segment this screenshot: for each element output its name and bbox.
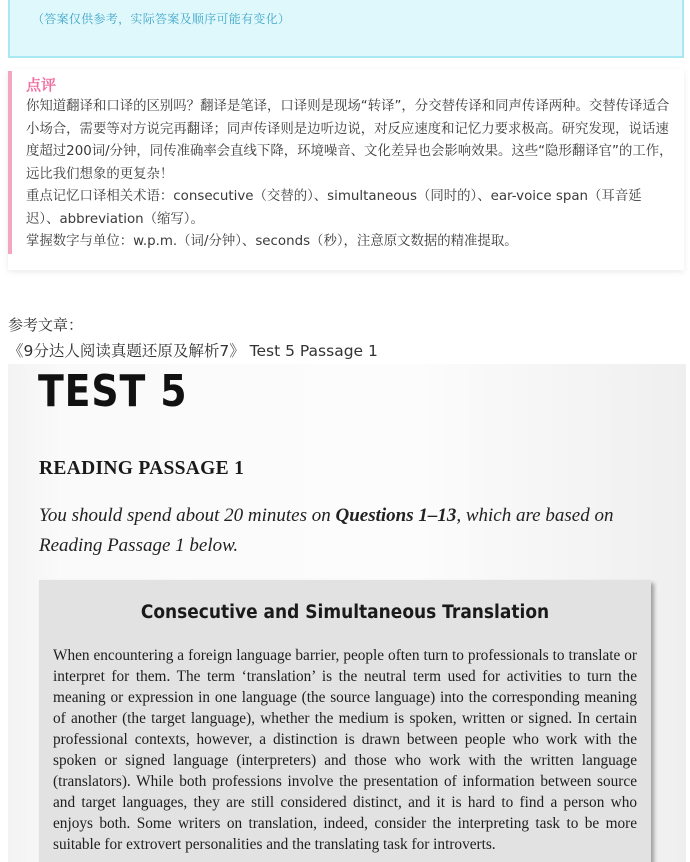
review-paragraph: 你知道翻译和口译的区别吗？翻译是笔译，口译则是现场“转译”，分交替传译和同声传译两种。交替传译适合小场合，需要等对方说完再翻译；同声传译则是边听边说，对反应速度和记忆力要求极高。研究发现，说话速度超过200词/分钟，同传准确率会直线下降，环境噪音、文化差异也会影响效果。这些“隐形翻译官”的工作，远比我们想象的更复杂！ [26,99,673,182]
scanned-page-image [8,364,686,862]
review-body [26,96,674,254]
answer-note: （答案仅供参考，实际答案及顺序可能有变化） [32,12,291,26]
passage-title: Consecutive and Simultaneous Translation [140,602,550,623]
passage-text: When encountering a foreign language barrier, people often turn to professionals to translate or interpret for them. The term ‘translation’ is the neutral term used for activities to turn the meaning or expression in one language (the source language) into the corresponding meaning of another (the target language), whether the medium is spoken, written or signed. In certain professional contexts, however, a distinction is drawn between people who work with the spoken or signed language (interpreters) and those who work with the written language (translators). While both professions involve the presentation of information between source and target languages, they are still considered distinct, and it is hard to find a person who enjoys both. Some writers on translation, indeed, consider the interpreting task to be more suitable for extrovert personalities and the translating task for introverts. [53,647,637,853]
instruction-text: You should spend about 20 minutes on [39,505,336,526]
passage-box [39,580,651,862]
review-paragraph: 掌握数字与单位：w.p.m.（词/分钟）、seconds（秒），注意原文数据的精准提取。 [26,234,518,249]
instruction-text-end: , which are based on Reading Passage 1 below. [39,505,614,556]
instruction-questions: Questions 1–13 [335,505,457,526]
review-paragraph: 重点记忆口译相关术语：consecutive（交替的）、simultaneous（同时的）、ear-voice span（耳音延迟）、abbreviation（缩写）。 [26,189,642,227]
reference-title: 《9分达人阅读真题还原及解析7》 Test 5 Passage 1 [8,342,378,360]
review-title: 点评 [26,76,57,94]
review-accent-bar [8,71,12,254]
test-heading: TEST 5 [38,366,188,417]
passage-heading: READING PASSAGE 1 [39,458,245,479]
review-card [8,69,684,270]
reference-label: 参考文章： [8,316,84,334]
answer-box [8,0,684,58]
passage-instruction [39,501,669,561]
